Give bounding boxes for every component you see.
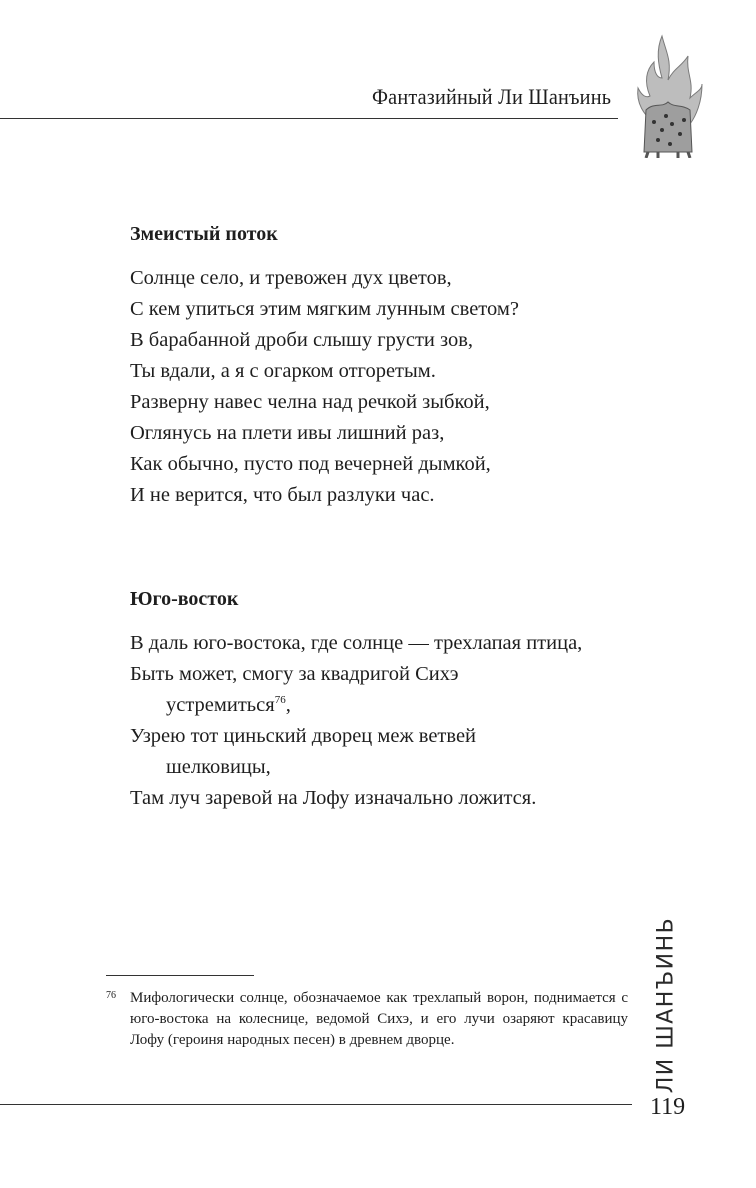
running-header-title: Фантазийный Ли Шанъинь — [372, 84, 612, 109]
verse-line: В барабанной дроби слышу грусти зов, — [130, 329, 474, 351]
footnote-reference[interactable]: 76 — [274, 694, 286, 706]
poem-title: Змеистый поток — [130, 223, 278, 245]
verse-line: В даль юго-востока, где солнце — трехлапая птица, — [130, 632, 583, 654]
verse-line-punctuation: , — [285, 694, 291, 716]
footnote-text: Мифологически солнце, обозначаемое как трехлапый ворон, поднимается с юго-востока на колеснице, ведомой Сихэ, и его лучи озаряют красавицу Лофу (героиня народных песен) в древнем дворце. — [130, 990, 628, 1048]
footnote — [106, 988, 628, 1051]
verse-line: Оглянусь на плети ивы лишний раз, — [130, 422, 445, 444]
dragon-flame-statue-icon — [632, 32, 704, 158]
poem-verse — [130, 263, 519, 511]
verse-line: И не верится, что был разлуки час. — [130, 484, 435, 506]
verse-line: Ты вдали, а я с огарком отгоретым. — [130, 360, 436, 382]
verse-line-continuation — [130, 690, 582, 721]
verse-line-continuation: шелковицы, — [166, 756, 271, 778]
footnote-number: 76 — [106, 990, 116, 1001]
side-author-name: ЛИ ШАНЪИНЬ — [653, 916, 679, 1094]
verse-line-text: устремиться — [166, 694, 275, 716]
verse-line: Разверну навес челна над речкой зыбкой, — [130, 391, 490, 413]
verse-line: Солнце село, и тревожен дух цветов, — [130, 267, 452, 289]
verse-line: Узрею тот циньский дворец меж ветвей — [130, 725, 477, 747]
verse-line: Быть может, смогу за квадригой Сихэ — [130, 663, 459, 685]
header-rule — [0, 118, 618, 119]
poem-title: Юго-восток — [130, 588, 239, 610]
verse-line: Там луч заревой на Лофу изначально ложится. — [130, 787, 537, 809]
footer-rule — [0, 1104, 632, 1105]
verse-line: Как обычно, пусто под вечерней дымкой, — [130, 453, 491, 475]
verse-line: С кем упиться этим мягким лунным светом? — [130, 298, 519, 320]
poem-verse — [130, 628, 582, 814]
footnote-rule — [106, 975, 254, 976]
page-number: 119 — [650, 1094, 686, 1120]
